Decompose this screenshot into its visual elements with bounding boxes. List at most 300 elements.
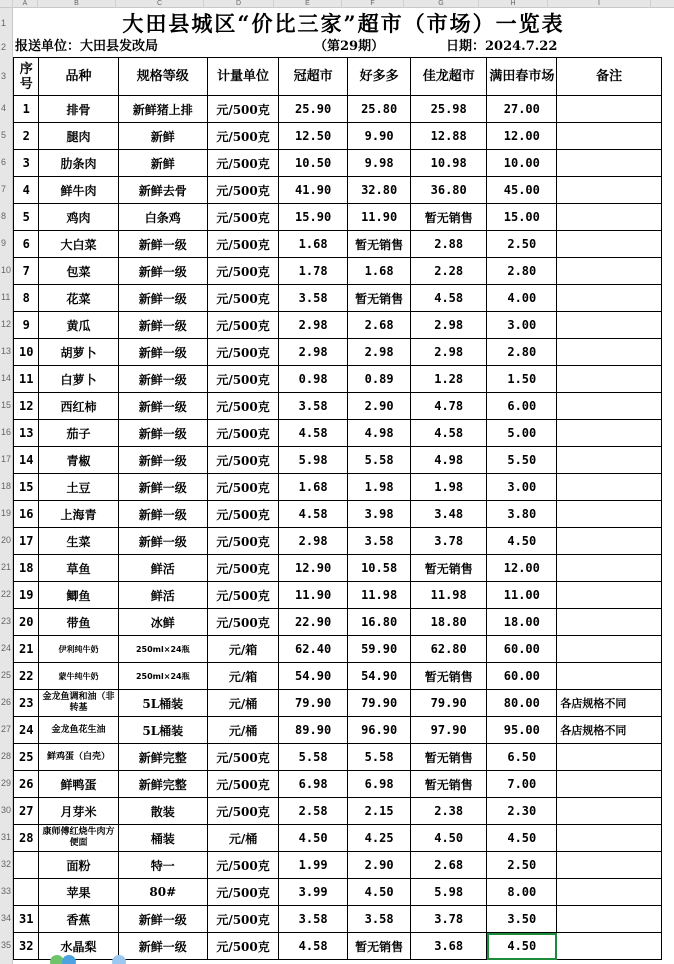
- cell-spec[interactable]: 桶装: [118, 825, 207, 852]
- cell-price-haoduoduo[interactable]: 96.90: [348, 717, 411, 744]
- cell-name[interactable]: 大白菜: [39, 231, 118, 258]
- cell-price-guanchao[interactable]: 2.58: [279, 798, 348, 825]
- cell-spec[interactable]: 鲜活: [118, 582, 207, 609]
- row-header[interactable]: 19: [1, 508, 12, 518]
- row-header[interactable]: 23: [1, 616, 12, 626]
- cell-price-haoduoduo[interactable]: 3.98: [348, 501, 411, 528]
- cell-unit[interactable]: 元/500克: [207, 609, 278, 636]
- row-header[interactable]: 7: [1, 184, 7, 194]
- cell-note[interactable]: [557, 420, 662, 447]
- cell-note[interactable]: [557, 150, 662, 177]
- cell-spec[interactable]: 新鲜一级: [118, 393, 207, 420]
- cell-unit[interactable]: 元/500克: [207, 447, 278, 474]
- cell-note[interactable]: [557, 123, 662, 150]
- cell-name[interactable]: 苹果: [39, 879, 118, 906]
- cell-price-haoduoduo[interactable]: 5.58: [348, 447, 411, 474]
- cell-price-haoduoduo[interactable]: 59.90: [348, 636, 411, 663]
- cell-name[interactable]: 上海青: [39, 501, 118, 528]
- cell-seq[interactable]: 4: [14, 177, 39, 204]
- cell-name[interactable]: 肋条肉: [39, 150, 118, 177]
- cell-price-haoduoduo[interactable]: 暂无销售: [348, 231, 411, 258]
- cell-name[interactable]: 伊利纯牛奶: [39, 636, 118, 663]
- cell-note[interactable]: [557, 447, 662, 474]
- cell-price-jialong[interactable]: 暂无销售: [411, 663, 487, 690]
- cell-price-jialong[interactable]: 2.38: [411, 798, 487, 825]
- row-header[interactable]: 4: [1, 103, 7, 113]
- cell-unit[interactable]: 元/500克: [207, 231, 278, 258]
- cell-unit[interactable]: 元/500克: [207, 501, 278, 528]
- cell-name[interactable]: 金龙鱼调和油（非转基: [39, 690, 118, 717]
- row-header[interactable]: 3: [1, 71, 7, 81]
- cell-price-haoduoduo[interactable]: 10.58: [348, 555, 411, 582]
- cell-price-haoduoduo[interactable]: 1.98: [348, 474, 411, 501]
- cell-seq[interactable]: 15: [14, 474, 39, 501]
- cell-unit[interactable]: 元/桶: [207, 690, 278, 717]
- cell-price-haoduoduo[interactable]: 54.90: [348, 663, 411, 690]
- cell-seq[interactable]: [14, 879, 39, 906]
- cell-seq[interactable]: 28: [14, 825, 39, 852]
- cell-note[interactable]: [557, 798, 662, 825]
- cell-unit[interactable]: 元/500克: [207, 285, 278, 312]
- cell-price-haoduoduo[interactable]: 9.90: [348, 123, 411, 150]
- cell-spec[interactable]: 250ml×24瓶: [118, 636, 207, 663]
- column-header[interactable]: H: [479, 0, 548, 8]
- cell-seq[interactable]: 25: [14, 744, 39, 771]
- cell-price-guanchao[interactable]: 3.58: [279, 285, 348, 312]
- cell-price-guanchao[interactable]: 41.90: [279, 177, 348, 204]
- cell-note[interactable]: [557, 285, 662, 312]
- cell-price-haoduoduo[interactable]: 25.80: [348, 96, 411, 123]
- row-header[interactable]: 1: [1, 18, 7, 28]
- cell-name[interactable]: 腿肉: [39, 123, 118, 150]
- cell-seq[interactable]: [14, 852, 39, 879]
- cell-seq[interactable]: 24: [14, 717, 39, 744]
- cell-price-haoduoduo[interactable]: 9.98: [348, 150, 411, 177]
- cell-name[interactable]: 鲜牛肉: [39, 177, 118, 204]
- cell-price-guanchao[interactable]: 3.58: [279, 393, 348, 420]
- cell-seq[interactable]: 6: [14, 231, 39, 258]
- cell-name[interactable]: 包菜: [39, 258, 118, 285]
- cell-price-jialong[interactable]: 36.80: [411, 177, 487, 204]
- cell-price-haoduoduo[interactable]: 2.90: [348, 393, 411, 420]
- cell-name[interactable]: 西红柿: [39, 393, 118, 420]
- cell-price-mantianchun[interactable]: 4.00: [487, 285, 557, 312]
- cell-spec[interactable]: 冰鲜: [118, 609, 207, 636]
- cell-note[interactable]: [557, 609, 662, 636]
- cell-unit[interactable]: 元/500克: [207, 528, 278, 555]
- cell-spec[interactable]: 新鲜一级: [118, 906, 207, 933]
- cell-price-mantianchun[interactable]: 60.00: [487, 636, 557, 663]
- cell-unit[interactable]: 元/500克: [207, 123, 278, 150]
- cell-price-mantianchun[interactable]: 1.50: [487, 366, 557, 393]
- cell-price-haoduoduo[interactable]: 3.58: [348, 906, 411, 933]
- row-header[interactable]: 6: [1, 157, 7, 167]
- row-header[interactable]: 15: [1, 400, 12, 410]
- cell-seq[interactable]: 12: [14, 393, 39, 420]
- cell-price-mantianchun[interactable]: 7.00: [487, 771, 557, 798]
- cell-name[interactable]: 康师傅红烧牛肉方便面: [39, 825, 118, 852]
- cell-spec[interactable]: 新鲜一级: [118, 231, 207, 258]
- row-header[interactable]: 9: [1, 238, 7, 248]
- cell-price-guanchao[interactable]: 89.90: [279, 717, 348, 744]
- cell-note[interactable]: 各店规格不同: [557, 690, 662, 717]
- cell-note[interactable]: [557, 663, 662, 690]
- row-header[interactable]: 12: [1, 319, 12, 329]
- cell-spec[interactable]: 新鲜一级: [118, 258, 207, 285]
- cell-price-guanchao[interactable]: 15.90: [279, 204, 348, 231]
- cell-price-mantianchun[interactable]: 6.50: [487, 744, 557, 771]
- cell-price-guanchao[interactable]: 1.78: [279, 258, 348, 285]
- cell-price-jialong[interactable]: 3.78: [411, 906, 487, 933]
- cell-unit[interactable]: 元/500克: [207, 474, 278, 501]
- cell-price-jialong[interactable]: 2.88: [411, 231, 487, 258]
- cell-price-haoduoduo[interactable]: 4.50: [348, 879, 411, 906]
- cell-price-guanchao[interactable]: 12.50: [279, 123, 348, 150]
- cell-price-jialong[interactable]: 5.98: [411, 879, 487, 906]
- cell-note[interactable]: [557, 744, 662, 771]
- cell-note[interactable]: [557, 258, 662, 285]
- cell-price-jialong[interactable]: 79.90: [411, 690, 487, 717]
- cell-name[interactable]: 鲜鸡蛋（白壳）: [39, 744, 118, 771]
- cell-seq[interactable]: 32: [14, 933, 39, 960]
- row-header[interactable]: 25: [1, 670, 12, 680]
- cell-seq[interactable]: 27: [14, 798, 39, 825]
- cell-unit[interactable]: 元/500克: [207, 933, 278, 960]
- cell-price-haoduoduo[interactable]: 1.68: [348, 258, 411, 285]
- cell-unit[interactable]: 元/500克: [207, 555, 278, 582]
- cell-note[interactable]: [557, 177, 662, 204]
- row-header[interactable]: 32: [1, 859, 12, 869]
- cell-price-jialong[interactable]: 暂无销售: [411, 555, 487, 582]
- cell-price-mantianchun[interactable]: 2.30: [487, 798, 557, 825]
- cell-unit[interactable]: 元/500克: [207, 744, 278, 771]
- header-unit[interactable]: 计量单位: [207, 58, 278, 96]
- cell-spec[interactable]: 新鲜: [118, 150, 207, 177]
- cell-note[interactable]: [557, 906, 662, 933]
- cell-price-haoduoduo[interactable]: 2.15: [348, 798, 411, 825]
- cell-price-jialong[interactable]: 11.98: [411, 582, 487, 609]
- cell-note[interactable]: [557, 474, 662, 501]
- column-header[interactable]: F: [342, 0, 404, 8]
- cell-price-guanchao[interactable]: 0.98: [279, 366, 348, 393]
- cell-price-mantianchun[interactable]: 3.80: [487, 501, 557, 528]
- cell-note[interactable]: [557, 771, 662, 798]
- cell-seq[interactable]: 20: [14, 609, 39, 636]
- cell-seq[interactable]: 13: [14, 420, 39, 447]
- cell-note[interactable]: 各店规格不同: [557, 717, 662, 744]
- cell-name[interactable]: 香蕉: [39, 906, 118, 933]
- cell-unit[interactable]: 元/500克: [207, 366, 278, 393]
- cell-price-guanchao[interactable]: 2.98: [279, 528, 348, 555]
- cell-price-guanchao[interactable]: 62.40: [279, 636, 348, 663]
- cell-name[interactable]: 鲜鸭蛋: [39, 771, 118, 798]
- row-header[interactable]: 33: [1, 886, 12, 896]
- cell-price-guanchao[interactable]: 54.90: [279, 663, 348, 690]
- cell-price-mantianchun[interactable]: 3.00: [487, 474, 557, 501]
- cell-spec[interactable]: 新鲜一级: [118, 285, 207, 312]
- cell-unit[interactable]: 元/500克: [207, 420, 278, 447]
- cell-seq[interactable]: 2: [14, 123, 39, 150]
- cell-price-haoduoduo[interactable]: 11.98: [348, 582, 411, 609]
- cell-price-mantianchun[interactable]: 4.50: [487, 933, 557, 960]
- cell-seq[interactable]: 5: [14, 204, 39, 231]
- cell-name[interactable]: 月芽米: [39, 798, 118, 825]
- cell-spec[interactable]: 新鲜一级: [118, 339, 207, 366]
- header-store-haoduoduo[interactable]: 好多多: [348, 58, 411, 96]
- cell-seq[interactable]: 7: [14, 258, 39, 285]
- cell-price-mantianchun[interactable]: 4.50: [487, 528, 557, 555]
- column-header[interactable]: I: [548, 0, 651, 8]
- cell-unit[interactable]: 元/500克: [207, 879, 278, 906]
- cell-price-jialong[interactable]: 2.98: [411, 339, 487, 366]
- cell-price-mantianchun[interactable]: 3.50: [487, 906, 557, 933]
- cell-price-jialong[interactable]: 4.78: [411, 393, 487, 420]
- cell-spec[interactable]: 鲜活: [118, 555, 207, 582]
- cell-price-haoduoduo[interactable]: 4.25: [348, 825, 411, 852]
- cell-seq[interactable]: 9: [14, 312, 39, 339]
- cell-name[interactable]: 青椒: [39, 447, 118, 474]
- cell-price-haoduoduo[interactable]: 暂无销售: [348, 285, 411, 312]
- cell-seq[interactable]: 3: [14, 150, 39, 177]
- row-header[interactable]: 2: [1, 42, 7, 52]
- cell-spec[interactable]: 5L桶装: [118, 690, 207, 717]
- cell-price-mantianchun[interactable]: 45.00: [487, 177, 557, 204]
- row-header[interactable]: 22: [1, 589, 12, 599]
- cell-price-mantianchun[interactable]: 10.00: [487, 150, 557, 177]
- cell-price-haoduoduo[interactable]: 2.90: [348, 852, 411, 879]
- cell-price-haoduoduo[interactable]: 16.80: [348, 609, 411, 636]
- cell-seq[interactable]: 21: [14, 636, 39, 663]
- cell-price-mantianchun[interactable]: 2.50: [487, 852, 557, 879]
- cell-seq[interactable]: 1: [14, 96, 39, 123]
- cell-price-jialong[interactable]: 3.48: [411, 501, 487, 528]
- cell-seq[interactable]: 11: [14, 366, 39, 393]
- cell-unit[interactable]: 元/500克: [207, 258, 278, 285]
- cell-seq[interactable]: 26: [14, 771, 39, 798]
- cell-price-guanchao[interactable]: 22.90: [279, 609, 348, 636]
- cell-price-haoduoduo[interactable]: 79.90: [348, 690, 411, 717]
- cell-price-guanchao[interactable]: 5.58: [279, 744, 348, 771]
- cell-price-jialong[interactable]: 1.28: [411, 366, 487, 393]
- cell-price-haoduoduo[interactable]: 5.58: [348, 744, 411, 771]
- cell-spec[interactable]: 新鲜一级: [118, 501, 207, 528]
- cell-note[interactable]: [557, 366, 662, 393]
- cell-name[interactable]: 面粉: [39, 852, 118, 879]
- cell-spec[interactable]: 250ml×24瓶: [118, 663, 207, 690]
- row-header[interactable]: 29: [1, 778, 12, 788]
- cell-price-haoduoduo[interactable]: 3.58: [348, 528, 411, 555]
- cell-price-jialong[interactable]: 4.50: [411, 825, 487, 852]
- cell-name[interactable]: 土豆: [39, 474, 118, 501]
- cell-price-mantianchun[interactable]: 3.00: [487, 312, 557, 339]
- cell-unit[interactable]: 元/500克: [207, 204, 278, 231]
- cell-price-jialong[interactable]: 4.58: [411, 420, 487, 447]
- cell-price-mantianchun[interactable]: 2.80: [487, 339, 557, 366]
- cell-unit[interactable]: 元/500克: [207, 798, 278, 825]
- cell-price-jialong[interactable]: 3.78: [411, 528, 487, 555]
- cell-price-mantianchun[interactable]: 2.80: [487, 258, 557, 285]
- cell-name[interactable]: 茄子: [39, 420, 118, 447]
- cell-price-jialong[interactable]: 暂无销售: [411, 744, 487, 771]
- header-name[interactable]: 品种: [39, 58, 118, 96]
- row-header[interactable]: 31: [1, 832, 12, 842]
- header-spec[interactable]: 规格等级: [118, 58, 207, 96]
- cell-price-jialong[interactable]: 62.80: [411, 636, 487, 663]
- cell-seq[interactable]: 23: [14, 690, 39, 717]
- cell-price-mantianchun[interactable]: 95.00: [487, 717, 557, 744]
- cell-name[interactable]: 花菜: [39, 285, 118, 312]
- cell-price-haoduoduo[interactable]: 6.98: [348, 771, 411, 798]
- cell-price-guanchao[interactable]: 3.58: [279, 906, 348, 933]
- cell-price-jialong[interactable]: 2.98: [411, 312, 487, 339]
- row-header[interactable]: 34: [1, 913, 12, 923]
- cell-seq[interactable]: 22: [14, 663, 39, 690]
- cell-unit[interactable]: 元/500克: [207, 312, 278, 339]
- cell-price-guanchao[interactable]: 10.50: [279, 150, 348, 177]
- cell-unit[interactable]: 元/500克: [207, 906, 278, 933]
- cell-price-guanchao[interactable]: 79.90: [279, 690, 348, 717]
- cell-unit[interactable]: 元/桶: [207, 717, 278, 744]
- cell-price-mantianchun[interactable]: 60.00: [487, 663, 557, 690]
- cell-price-haoduoduo[interactable]: 11.90: [348, 204, 411, 231]
- row-header[interactable]: 5: [1, 130, 7, 140]
- cell-price-guanchao[interactable]: 11.90: [279, 582, 348, 609]
- cell-price-jialong[interactable]: 3.68: [411, 933, 487, 960]
- column-header[interactable]: D: [204, 0, 274, 8]
- row-header[interactable]: 27: [1, 724, 12, 734]
- cell-price-mantianchun[interactable]: 15.00: [487, 204, 557, 231]
- cell-price-haoduoduo[interactable]: 4.98: [348, 420, 411, 447]
- row-header[interactable]: 35: [1, 940, 12, 950]
- cell-spec[interactable]: 5L桶装: [118, 717, 207, 744]
- cell-price-mantianchun[interactable]: 11.00: [487, 582, 557, 609]
- column-header[interactable]: G: [404, 0, 479, 8]
- column-header[interactable]: A: [13, 0, 38, 8]
- row-header[interactable]: 28: [1, 751, 12, 761]
- cell-unit[interactable]: 元/500克: [207, 150, 278, 177]
- cell-price-jialong[interactable]: 4.58: [411, 285, 487, 312]
- cell-seq[interactable]: 19: [14, 582, 39, 609]
- cell-spec[interactable]: 80#: [118, 879, 207, 906]
- cell-unit[interactable]: 元/500克: [207, 177, 278, 204]
- cell-spec[interactable]: 新鲜一级: [118, 312, 207, 339]
- cell-price-mantianchun[interactable]: 80.00: [487, 690, 557, 717]
- cell-note[interactable]: [557, 879, 662, 906]
- cell-unit[interactable]: 元/500克: [207, 96, 278, 123]
- cell-name[interactable]: 带鱼: [39, 609, 118, 636]
- cell-spec[interactable]: 新鲜一级: [118, 474, 207, 501]
- cell-note[interactable]: [557, 312, 662, 339]
- cell-price-jialong[interactable]: 4.98: [411, 447, 487, 474]
- cell-spec[interactable]: 新鲜去骨: [118, 177, 207, 204]
- cell-note[interactable]: [557, 528, 662, 555]
- cell-name[interactable]: 鸡肉: [39, 204, 118, 231]
- cell-note[interactable]: [557, 555, 662, 582]
- row-header[interactable]: 20: [1, 535, 12, 545]
- row-header[interactable]: 26: [1, 697, 12, 707]
- cell-price-mantianchun[interactable]: 8.00: [487, 879, 557, 906]
- cell-price-mantianchun[interactable]: 12.00: [487, 123, 557, 150]
- cell-price-jialong[interactable]: 12.88: [411, 123, 487, 150]
- cell-unit[interactable]: 元/桶: [207, 825, 278, 852]
- cell-price-jialong[interactable]: 2.68: [411, 852, 487, 879]
- cell-price-guanchao[interactable]: 4.50: [279, 825, 348, 852]
- cell-unit[interactable]: 元/500克: [207, 339, 278, 366]
- cell-price-guanchao[interactable]: 1.68: [279, 474, 348, 501]
- cell-unit[interactable]: 元/500克: [207, 852, 278, 879]
- cell-price-guanchao[interactable]: 1.99: [279, 852, 348, 879]
- cell-price-guanchao[interactable]: 4.58: [279, 501, 348, 528]
- header-note[interactable]: 备注: [557, 58, 662, 96]
- cell-note[interactable]: [557, 825, 662, 852]
- cell-price-guanchao[interactable]: 4.58: [279, 933, 348, 960]
- cell-spec[interactable]: 新鲜猪上排: [118, 96, 207, 123]
- cell-price-mantianchun[interactable]: 12.00: [487, 555, 557, 582]
- header-store-mantianchun[interactable]: 满田春市场: [487, 58, 557, 96]
- row-header[interactable]: 30: [1, 805, 12, 815]
- cell-spec[interactable]: 白条鸡: [118, 204, 207, 231]
- cell-seq[interactable]: 17: [14, 528, 39, 555]
- column-header[interactable]: E: [274, 0, 342, 8]
- cell-note[interactable]: [557, 231, 662, 258]
- row-header[interactable]: 21: [1, 562, 12, 572]
- cell-spec[interactable]: 散装: [118, 798, 207, 825]
- cell-name[interactable]: 蒙牛纯牛奶: [39, 663, 118, 690]
- row-header[interactable]: 8: [1, 211, 7, 221]
- cell-seq[interactable]: 18: [14, 555, 39, 582]
- cell-seq[interactable]: 14: [14, 447, 39, 474]
- cell-price-guanchao[interactable]: 2.98: [279, 312, 348, 339]
- header-store-guanchao[interactable]: 冠超市: [279, 58, 348, 96]
- cell-note[interactable]: [557, 339, 662, 366]
- cell-spec[interactable]: 新鲜一级: [118, 447, 207, 474]
- cell-price-jialong[interactable]: 10.98: [411, 150, 487, 177]
- cell-seq[interactable]: 16: [14, 501, 39, 528]
- row-header[interactable]: 10: [1, 265, 12, 275]
- cell-spec[interactable]: 新鲜一级: [118, 420, 207, 447]
- cell-name[interactable]: 草鱼: [39, 555, 118, 582]
- cell-price-guanchao[interactable]: 4.58: [279, 420, 348, 447]
- cell-price-mantianchun[interactable]: 27.00: [487, 96, 557, 123]
- cell-price-guanchao[interactable]: 25.90: [279, 96, 348, 123]
- cell-price-mantianchun[interactable]: 4.50: [487, 825, 557, 852]
- cell-price-haoduoduo[interactable]: 0.89: [348, 366, 411, 393]
- cell-price-haoduoduo[interactable]: 2.98: [348, 339, 411, 366]
- header-store-jialong[interactable]: 佳龙超市: [411, 58, 487, 96]
- cell-seq[interactable]: 31: [14, 906, 39, 933]
- cell-note[interactable]: [557, 933, 662, 960]
- cell-price-mantianchun[interactable]: 5.00: [487, 420, 557, 447]
- cell-note[interactable]: [557, 96, 662, 123]
- cell-spec[interactable]: 新鲜一级: [118, 528, 207, 555]
- cell-spec[interactable]: 特一: [118, 852, 207, 879]
- cell-unit[interactable]: 元/箱: [207, 663, 278, 690]
- cell-price-mantianchun[interactable]: 6.00: [487, 393, 557, 420]
- cell-name[interactable]: 金龙鱼花生油: [39, 717, 118, 744]
- cell-unit[interactable]: 元/500克: [207, 393, 278, 420]
- cell-price-jialong[interactable]: 暂无销售: [411, 771, 487, 798]
- cell-name[interactable]: 排骨: [39, 96, 118, 123]
- cell-name[interactable]: 鲫鱼: [39, 582, 118, 609]
- cell-unit[interactable]: 元/箱: [207, 636, 278, 663]
- cell-price-jialong[interactable]: 1.98: [411, 474, 487, 501]
- cell-price-jialong[interactable]: 97.90: [411, 717, 487, 744]
- row-header[interactable]: 16: [1, 427, 12, 437]
- cell-price-jialong[interactable]: 25.98: [411, 96, 487, 123]
- cell-price-jialong[interactable]: 暂无销售: [411, 204, 487, 231]
- cell-unit[interactable]: 元/500克: [207, 771, 278, 798]
- cell-price-mantianchun[interactable]: 18.00: [487, 609, 557, 636]
